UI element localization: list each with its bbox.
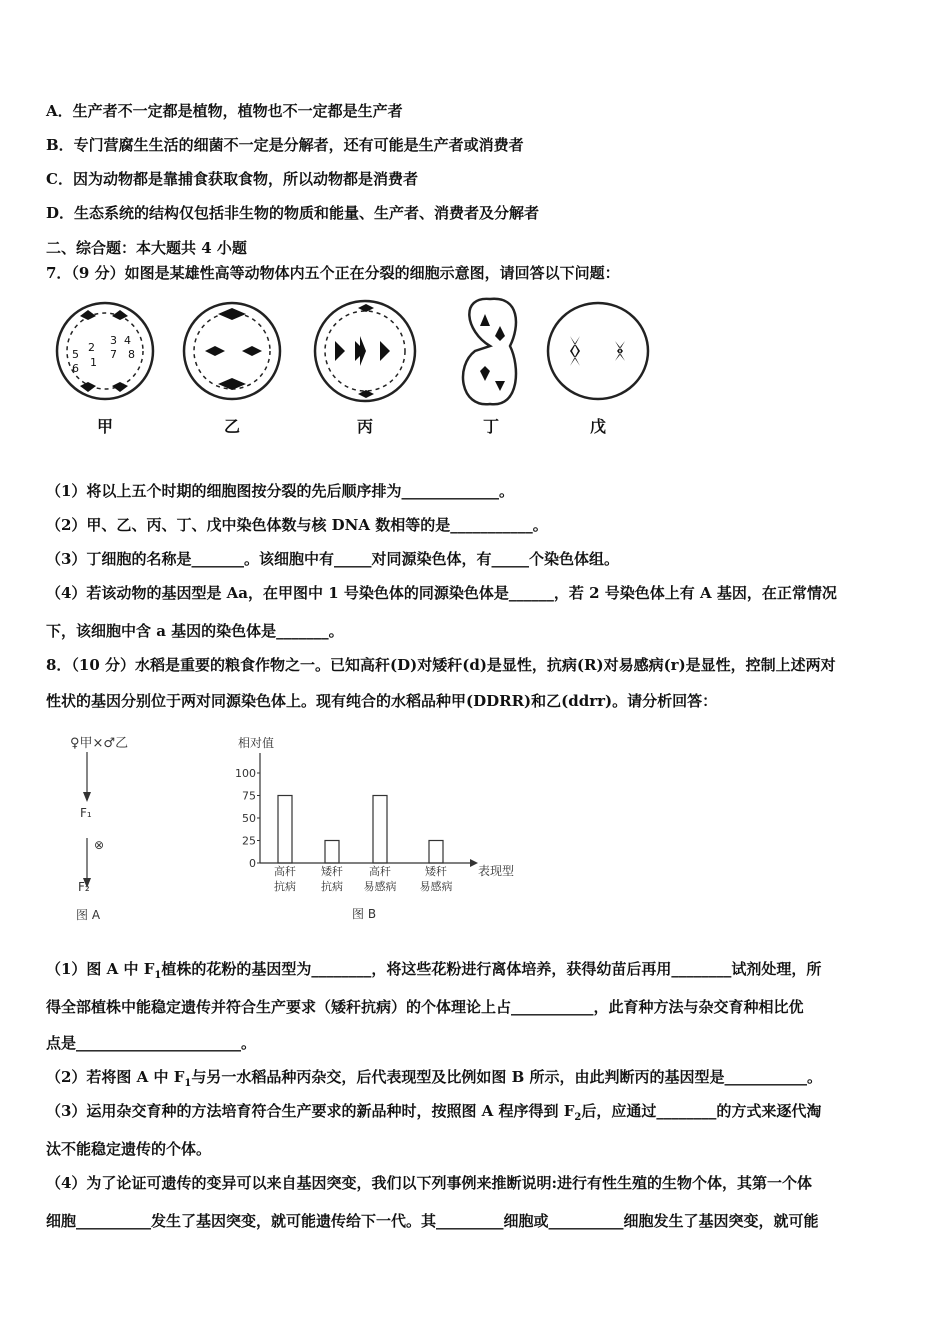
label-ding: 丁 <box>482 417 499 436</box>
y-tick-label: 0 <box>249 857 256 870</box>
option-d: D．生态系统的结构仅包括非生物的物质和能量、生产者、消费者及分解者 <box>46 204 540 222</box>
q8-sub1-line1: （1）图 A 中 $F_1$植株的花粉的基因型为________，将这些花粉进行离体培养，获得幼苗后再用________试剂处理，所 <box>46 960 822 981</box>
q8-stem-line1: 8．（10 分）水稻是重要的粮食作物之一。已知高秆(D)对矮秆(d)是显性，抗病(R)对易感病(r)是显性，控制上述两对 <box>46 656 836 674</box>
figure-b <box>230 733 530 933</box>
section-heading: 二、综合题：本大题共 4 小题 <box>46 239 247 257</box>
bar-2 <box>325 841 339 864</box>
chart-xlabel: 表现型 <box>478 864 515 878</box>
chart-b <box>230 733 530 933</box>
q7-sub2: （2）甲、乙、丙、丁、戊中染色体数与核 DNA 数相等的是___________。 <box>46 516 548 534</box>
figa-self-symbol: ⊗ <box>94 838 105 852</box>
q8-sub3-line2: 汰不能稳定遗传的个体。 <box>46 1140 212 1158</box>
q7-sub1: （1）将以上五个时期的细胞图按分裂的先后顺序排为_____________。 <box>46 482 514 500</box>
x-tick-label: 高秆 <box>274 865 296 878</box>
chrom-num-1: 1 <box>90 356 97 369</box>
option-b: B．专门营腐生生活的细菌不一定是分解者，还有可能是生产者或消费者 <box>46 136 524 154</box>
option-c: C．因为动物都是靠捕食获取食物，所以动物都是消费者 <box>46 170 418 188</box>
figa-caption: 图 A <box>76 908 101 922</box>
figa-cross: ♀甲×♂乙 <box>70 736 129 751</box>
chrom-num-5: 5 <box>72 348 79 361</box>
x-tick-label: 抗病 <box>321 880 343 893</box>
label-bing: 丙 <box>356 417 373 436</box>
q7-sub4-line2: 下，该细胞中含 a 基因的染色体是_______。 <box>46 622 344 640</box>
label-jia: 甲 <box>96 417 113 436</box>
x-tick-label: 矮秆 <box>425 865 447 878</box>
q8-sub1-line2: 得全部植株中能稳定遗传并符合生产要求（矮秆抗病）的个体理论上占___________，此育种方法与杂交育种相比优 <box>46 998 804 1016</box>
q8-sub4-line2: 细胞__________发生了基因突变，就可能遗传给下一代。其_________细胞或__________细胞发生了基因突变，就可能 <box>46 1212 819 1230</box>
figa-f1: F₁ <box>80 806 92 820</box>
bar-4 <box>429 841 443 864</box>
figa-arrows <box>75 750 115 920</box>
y-tick-label: 100 <box>235 767 256 780</box>
y-tick-label: 75 <box>242 789 256 803</box>
figa-f2: F₂ <box>78 880 90 894</box>
chrom-num-8: 8 <box>128 348 135 361</box>
figure-a <box>70 730 220 930</box>
y-tick-label: 50 <box>242 812 256 825</box>
cell-diagrams <box>50 296 660 411</box>
chrom-num-3: 3 <box>110 334 117 347</box>
label-yi: 乙 <box>223 417 240 436</box>
label-wu: 戊 <box>589 417 606 436</box>
x-tick-label: 易感病 <box>419 880 453 893</box>
q8-sub1-line3: 点是______________________。 <box>46 1034 257 1052</box>
chrom-num-7: 7 <box>110 348 117 361</box>
chrom-num-2: 2 <box>88 341 95 354</box>
q8-stem-line2: 性状的基因分别位于两对同源染色体上。现有纯合的水稻品种甲(DDRR)和乙(ddrr)。请分析回答： <box>46 692 718 710</box>
chart-ylabel: 相对值 <box>238 736 275 750</box>
x-tick-label: 易感病 <box>363 880 397 893</box>
bar-1 <box>278 796 292 864</box>
chrom-num-4: 4 <box>124 334 131 347</box>
x-tick-label: 高秆 <box>369 865 391 878</box>
q8-sub3-line1: （3）运用杂交育种的方法培育符合生产要求的新品种时，按照图 A 程序得到 $F_2$后，应通过________的方式来逐代淘 <box>46 1102 822 1123</box>
q8-sub4-line1: （4）为了论证可遗传的变异可以来自基因突变，我们以下列事例来推断说明:进行有性生殖的生物个体，其第一个体 <box>46 1174 812 1192</box>
option-a: A．生产者不一定都是植物，植物也不一定都是生产者 <box>46 102 403 120</box>
q8-sub2: （2）若将图 A 中 $F_1$与另一水稻品种丙杂交，后代表现型及比例如图 B 所示，由此判断丙的基因型是___________。 <box>46 1068 823 1089</box>
figb-caption: 图 B <box>352 907 377 921</box>
q7-sub4-line1: （4）若该动物的基因型是 Aa，在甲图中 1 号染色体的同源染色体是______，若 2 号染色体上有 A 基因，在正常情况 <box>46 584 837 602</box>
x-tick-label: 矮秆 <box>321 865 343 878</box>
q7-stem: 7．（9 分）如图是某雄性高等动物体内五个正在分裂的细胞示意图，请回答以下问题： <box>46 264 620 282</box>
bar-3 <box>373 796 387 864</box>
y-tick-label: 25 <box>242 834 256 848</box>
x-tick-label: 抗病 <box>274 880 296 893</box>
chrom-num-6: 6 <box>72 362 79 375</box>
q7-sub3: （3）丁细胞的名称是_______。该细胞中有_____对同源染色体，有_____个染色体组。 <box>46 550 619 568</box>
cell-division-figure <box>50 296 660 446</box>
